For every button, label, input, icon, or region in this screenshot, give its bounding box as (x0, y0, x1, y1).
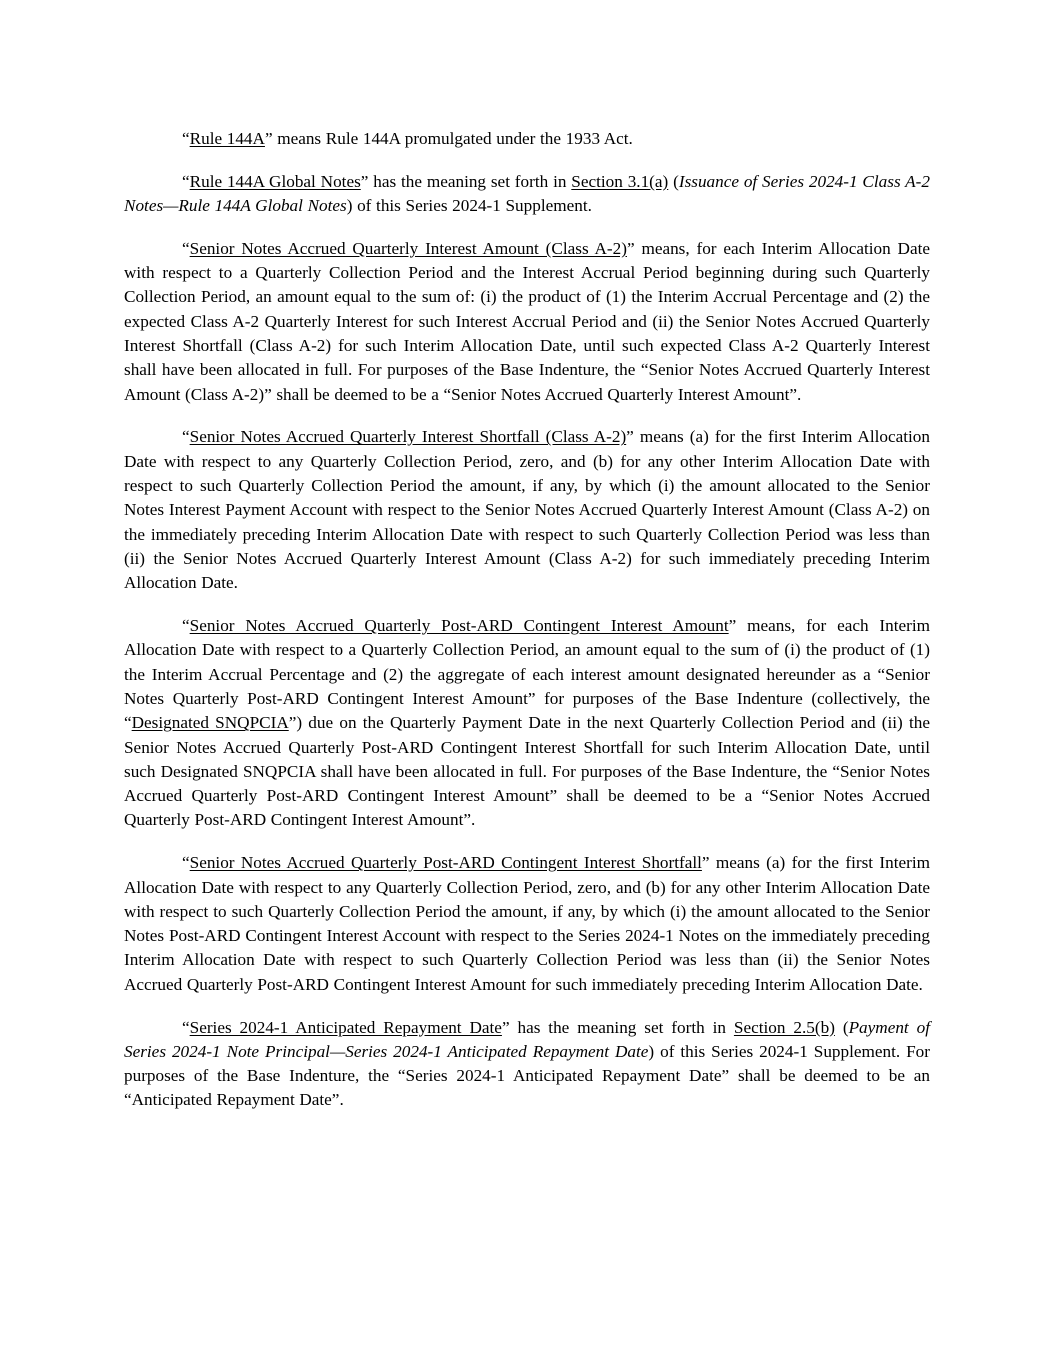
text-run: ” means, for each Interim Allocation Date with respect to a Quarterly Collection Period and the Interest Accrual Period beginning during such Quarterly Collection Period, an amount equal to the sum of: (i) the product of (1) the Interim Accrual Percentage and (2) the expected Class A-2 Quarterly Interest for such Interest Accrual Period and (ii) the Senior Notes Accrued Quarterly Interest Shortfall (Class A-2) for such Interim Allocation Date, until such expected Class A-2 Quarterly Interest shall have been allocated in full. For purposes of the Base Indenture, the “Senior Notes Accrued Quarterly Interest Amount (Class A-2)” shall be deemed to be a “Senior Notes Accrued Quarterly Interest Amount”. (124, 238, 930, 404)
text-run: ” means Rule 144A promulgated under the 1933 Act. (264, 129, 633, 148)
document-body (124, 127, 930, 1131)
paragraph (124, 425, 930, 595)
defined-term: Rule 144A Global Notes (189, 171, 361, 191)
defined-term: Senior Notes Accrued Quarterly Interest Amount (Class A-2) (189, 238, 627, 258)
defined-term: Section 2.5(b) (733, 1017, 835, 1037)
text-run: “ (182, 1017, 190, 1037)
defined-term: Senior Notes Accrued Quarterly Interest Shortfall (Class A-2) (189, 427, 627, 447)
paragraph (124, 1016, 930, 1113)
text-run: “ (182, 171, 190, 191)
text-run: “ (182, 238, 190, 258)
text-run: ” means (a) for the first Interim Allocation Date with respect to any Quarterly Collection Period, zero, and (b) for any other Interim Allocation Date with respect to such Quarterly Collection Period the amount, if any, by which (i) the amount allocated to the Senior Notes Interest Payment Account with respect to the Senior Notes Accrued Quarterly Interest Amount (Class A-2) on the immediately preceding Interim Allocation Date with respect to such Quarterly Collection Period was less than (ii) the Senior Notes Accrued Quarterly Interest Amount (Class A-2) for such immediately preceding Interim Allocation Date. (124, 427, 930, 593)
text-run: ” means, for each Interim Allocation Date with respect to a Quarterly Collection Period, an amount equal to the sum of (i) the product of (1) the Interim Accrual Percentage and (2) the aggregate of each interest amount designated hereunder as a “Senior Notes Quarterly Post-ARD Contingent Interest Amount” for purposes of the Base Indenture (collectively, the “ (124, 616, 930, 733)
defined-term: Section 3.1(a) (571, 171, 669, 191)
defined-term: Senior Notes Accrued Quarterly Post-ARD Contingent Interest Shortfall (189, 853, 702, 873)
text-run: “ (182, 427, 190, 447)
text-run: ”) due on the Quarterly Payment Date in the next Quarterly Collection Period and (ii) the Senior Notes Accrued Quarterly Post-ARD Contingent Interest Shortfall for such Interim Allocation Date, until such Designated SNQPCIA shall have been allocated in full. For purposes of the Base Indenture, the “Senior Notes Accrued Quarterly Post-ARD Contingent Interest Amount” shall be deemed to be a “Senior Notes Accrued Quarterly Post-ARD Contingent Interest Amount”. (124, 713, 930, 830)
defined-term: Rule 144A (189, 129, 265, 148)
text-run: ” means (a) for the first Interim Allocation Date with respect to any Quarterly Collection Period, zero, and (b) for any other Interim Allocation Date with respect to such Quarterly Collection Period the amount, if any, by which (i) the amount allocated to the Senior Notes Post-ARD Contingent Interest Account with respect to the Series 2024-1 Notes on the immediately preceding Interim Allocation Date with respect to such Quarterly Collection Period was less than (ii) the Senior Notes Accrued Quarterly Post-ARD Contingent Interest Amount for such immediately preceding Interim Allocation Date. (124, 853, 930, 994)
text-run: “ (182, 853, 190, 873)
text-run: “ (182, 616, 190, 636)
text-run: ) of this Series 2024-1 Supplement. For purposes of the Base Indenture, the “Series 2024-1 Anticipated Repayment Date” shall be deemed to be an “Anticipated Repayment Date”. (124, 1041, 930, 1110)
defined-term: Series 2024-1 Anticipated Repayment Date (189, 1017, 502, 1037)
paragraph (124, 614, 930, 833)
defined-term: Designated SNQPCIA (131, 713, 289, 733)
text-run: ( (834, 1017, 849, 1037)
cross-reference-title: Issuance of Series 2024-1 Class A-2 Notes—Rule 144A Global Notes (124, 171, 930, 216)
paragraph (124, 237, 930, 407)
cross-reference-title: Payment of Series 2024-1 Note Principal—Series 2024-1 Anticipated Repayment Date (124, 1017, 930, 1061)
text-run: ” has the meaning set forth in (501, 1017, 734, 1037)
paragraph (124, 127, 930, 151)
paragraph (124, 851, 930, 997)
paragraph (124, 170, 930, 219)
text-run: ” has the meaning set forth in (360, 171, 572, 191)
text-run: ) of this Series 2024-1 Supplement. (346, 196, 592, 216)
text-run: ( (668, 171, 679, 191)
defined-term: Senior Notes Accrued Quarterly Post-ARD Contingent Interest Amount (189, 616, 729, 636)
text-run: “ (182, 129, 190, 148)
